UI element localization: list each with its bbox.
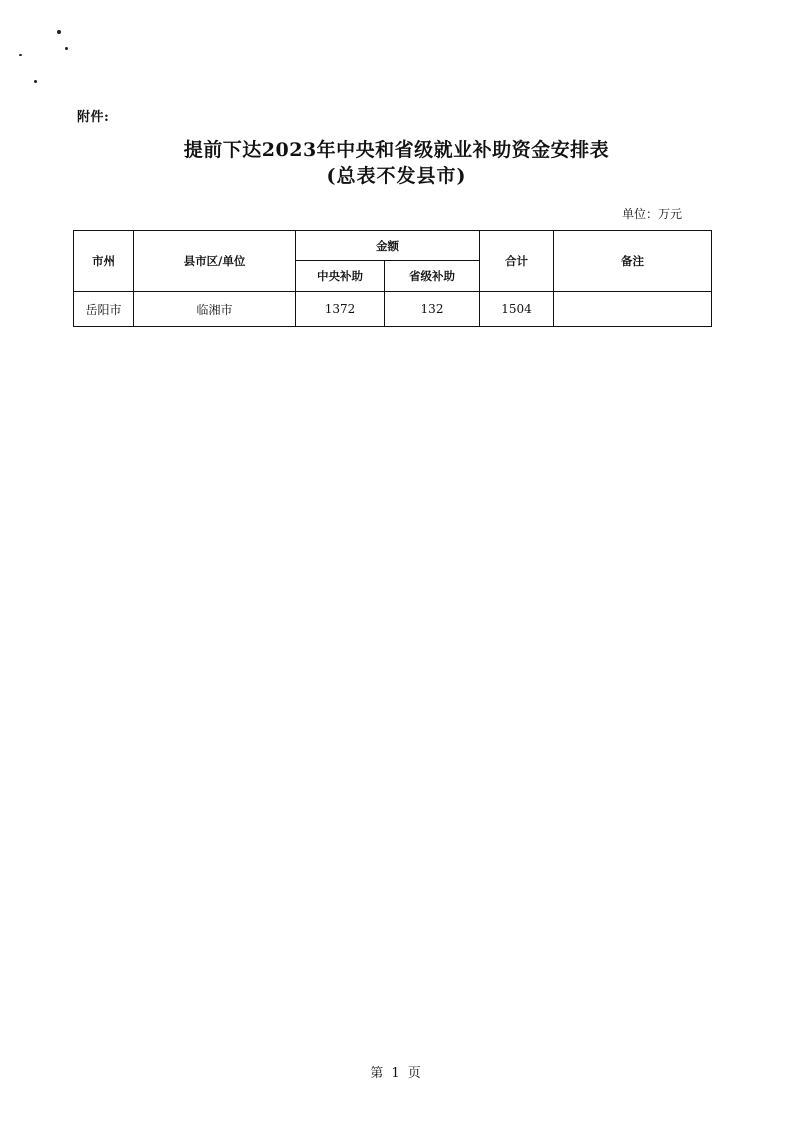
cell-city: 岳阳市 (74, 292, 134, 327)
header-remarks: 备注 (554, 231, 712, 292)
scan-speck (34, 80, 37, 83)
title-sub: (总表不发县市) (326, 165, 467, 187)
unit-label: 单位：万元 (621, 207, 682, 221)
page-number: 第 1 页 (370, 1066, 423, 1081)
scan-speck (19, 54, 22, 56)
header-provincial: 省级补助 (385, 261, 480, 292)
table-row (74, 292, 712, 327)
cell-county: 临湘市 (134, 292, 296, 327)
allocation-table (73, 230, 712, 327)
header-city: 市州 (74, 231, 134, 292)
cell-remarks (554, 292, 712, 327)
cell-total: 1504 (480, 292, 554, 327)
header-amount: 金额 (296, 231, 480, 261)
title-main: 提前下达2023年中央和省级就业补助资金安排表 (183, 139, 610, 161)
cell-central: 1372 (296, 292, 385, 327)
cell-provincial: 132 (385, 292, 480, 327)
header-total: 合计 (480, 231, 554, 292)
header-row (74, 231, 712, 261)
header-central: 中央补助 (296, 261, 385, 292)
document-title (0, 137, 793, 189)
scan-speck (65, 47, 68, 50)
scan-speck (57, 30, 61, 34)
attachment-label: 附件: (77, 110, 110, 125)
header-county: 县市区/单位 (134, 231, 296, 292)
